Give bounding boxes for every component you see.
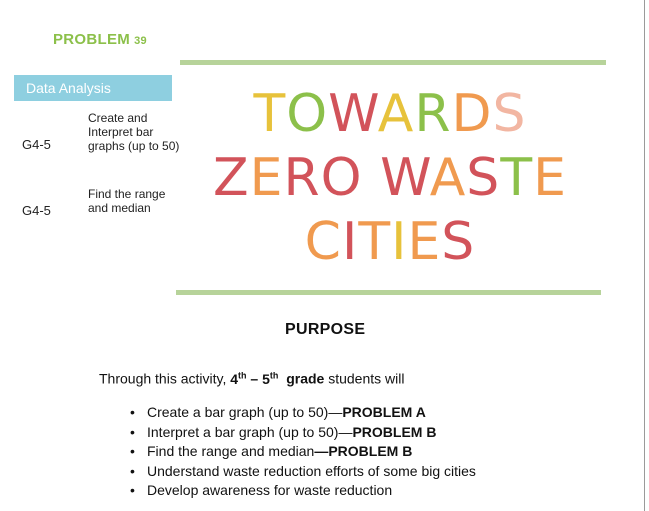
grade-dash: – bbox=[246, 370, 263, 387]
title-line bbox=[180, 210, 600, 274]
bullet-icon: • bbox=[130, 404, 135, 420]
title-letter: T bbox=[253, 84, 287, 144]
title-letter: C bbox=[304, 212, 342, 272]
purpose-heading: PURPOSE bbox=[285, 321, 366, 338]
bullet-icon: • bbox=[130, 443, 135, 459]
bullet-icon: • bbox=[130, 462, 135, 479]
standard-description: Find the range and median bbox=[88, 187, 166, 215]
list-item: • Understand waste reduction efforts of some big cities bbox=[130, 462, 476, 482]
bullet-icon: • bbox=[130, 482, 135, 498]
title-letter: W bbox=[328, 84, 378, 144]
title-letter: S bbox=[466, 148, 501, 208]
title-rule-bottom bbox=[176, 290, 601, 295]
title-letter: A bbox=[429, 148, 467, 208]
page-border-right bbox=[644, 0, 645, 511]
list-item: • Develop awareness for waste reduction bbox=[130, 481, 476, 501]
grade-word: grade bbox=[278, 370, 325, 387]
title-letter: R bbox=[414, 84, 452, 144]
title-letter: A bbox=[377, 84, 415, 144]
title-letter: S bbox=[492, 84, 527, 144]
purpose-list bbox=[130, 403, 476, 501]
title-letter: E bbox=[407, 212, 442, 272]
purpose-intro bbox=[99, 370, 404, 387]
sidebar-heading: Data Analysis bbox=[14, 75, 172, 101]
title-letter: Z bbox=[213, 148, 250, 208]
intro-suffix: students will bbox=[324, 370, 405, 387]
title-letter: W bbox=[380, 148, 430, 208]
problem-label bbox=[53, 31, 147, 48]
grade-low: 4th bbox=[230, 370, 247, 387]
title-rule-top bbox=[180, 60, 606, 65]
title-letter: E bbox=[249, 148, 284, 208]
title-letter: R bbox=[283, 148, 321, 208]
standard-code: G4-5 bbox=[22, 203, 51, 218]
title-letter: O bbox=[320, 148, 363, 208]
list-item: • Interpret a bar graph (up to 50)—PROBLEM B bbox=[130, 423, 476, 443]
problem-number: 39 bbox=[134, 35, 147, 47]
intro-prefix: Through this activity, bbox=[99, 370, 231, 387]
title-letter: S bbox=[441, 212, 476, 272]
title-letter: O bbox=[286, 84, 329, 144]
title-letter: T bbox=[500, 148, 534, 208]
problem-word: PROBLEM bbox=[53, 31, 131, 48]
title-letter: D bbox=[451, 84, 493, 144]
title-letter: T bbox=[358, 212, 392, 272]
title-letter: E bbox=[533, 148, 567, 208]
standard-description: Create and Interpret bar graphs (up to 50) bbox=[88, 111, 180, 153]
title-letter: I bbox=[341, 212, 359, 272]
page-title bbox=[180, 82, 600, 274]
title-line bbox=[180, 146, 600, 210]
title-line bbox=[180, 82, 600, 146]
grade-high: 5th bbox=[262, 370, 279, 387]
title-letter bbox=[363, 148, 381, 208]
list-item: • Find the range and median—PROBLEM B bbox=[130, 442, 476, 462]
list-item: • Create a bar graph (up to 50)—PROBLEM A bbox=[130, 403, 476, 423]
bullet-icon: • bbox=[130, 423, 135, 440]
title-letter: I bbox=[391, 212, 408, 272]
standard-code: G4-5 bbox=[22, 137, 51, 152]
